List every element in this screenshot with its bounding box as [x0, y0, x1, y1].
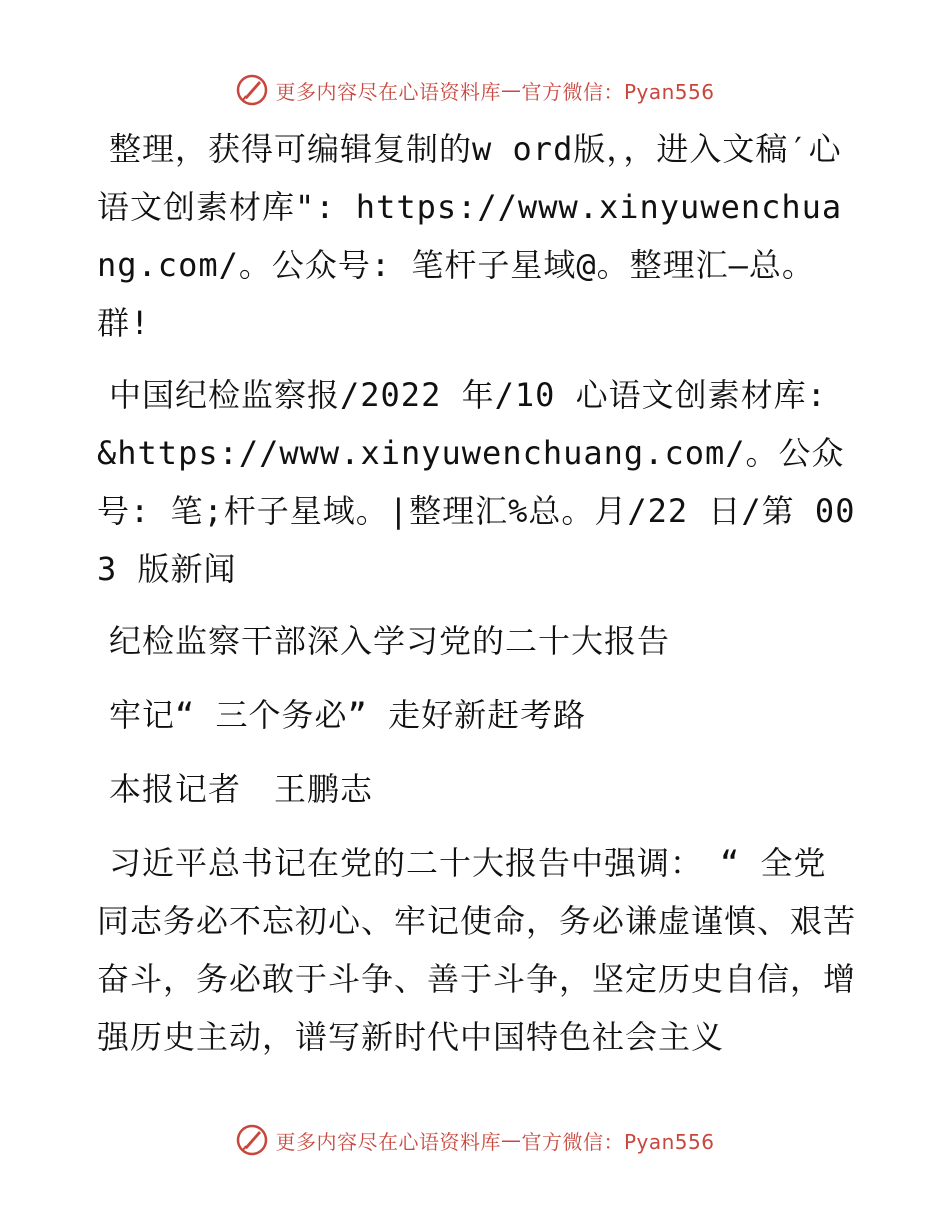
footer-watermark-banner: [0, 1120, 950, 1160]
quill-logo-icon: [235, 73, 269, 107]
banner-wechat-text: 官方微信：Pyan556: [521, 79, 715, 104]
byline: 本报记者 王鹏志: [109, 770, 374, 808]
document-body: [97, 120, 857, 1080]
banner-site-text: 更多内容尽在心语资料库: [275, 1129, 501, 1154]
banner-dash: —: [500, 78, 522, 102]
source-paragraph: 中国纪检监察报/2022 年/10 心语文创素材库: &https://www.xinyuwenchuang.com/。公众号: 笔;杆子星域。|整理汇%总。月/22 日/第 003 版新闻: [97, 376, 856, 588]
banner-dash: —: [500, 1128, 522, 1152]
quill-logo-icon: [235, 1123, 269, 1157]
banner-site-text: 更多内容尽在心语资料库: [275, 79, 501, 104]
intro-paragraph: 整理，获得可编辑复制的w ord版，，进入文稿′心语文创素材库": https://www.xinyuwenchuang.com/。公众号: 笔杆子星域@。整理汇—总。群!: [97, 130, 843, 342]
banner-wechat-text: 官方微信：Pyan556: [521, 1129, 715, 1154]
headline-primary: 纪检监察干部深入学习党的二十大报告: [109, 622, 671, 660]
header-watermark-banner: [0, 70, 950, 110]
headline-secondary: 牢记“ 三个务必” 走好新赶考路: [109, 696, 587, 734]
body-paragraph: 习近平总书记在党的二十大报告中强调： “ 全党同志务必不忘初心、牢记使命，务必谦虚谨慎、艰苦奋斗，务必敢于斗争、善于斗争，坚定历史自信，增强历史主动，谱写新时代中国特色社会主义: [97, 844, 857, 1056]
